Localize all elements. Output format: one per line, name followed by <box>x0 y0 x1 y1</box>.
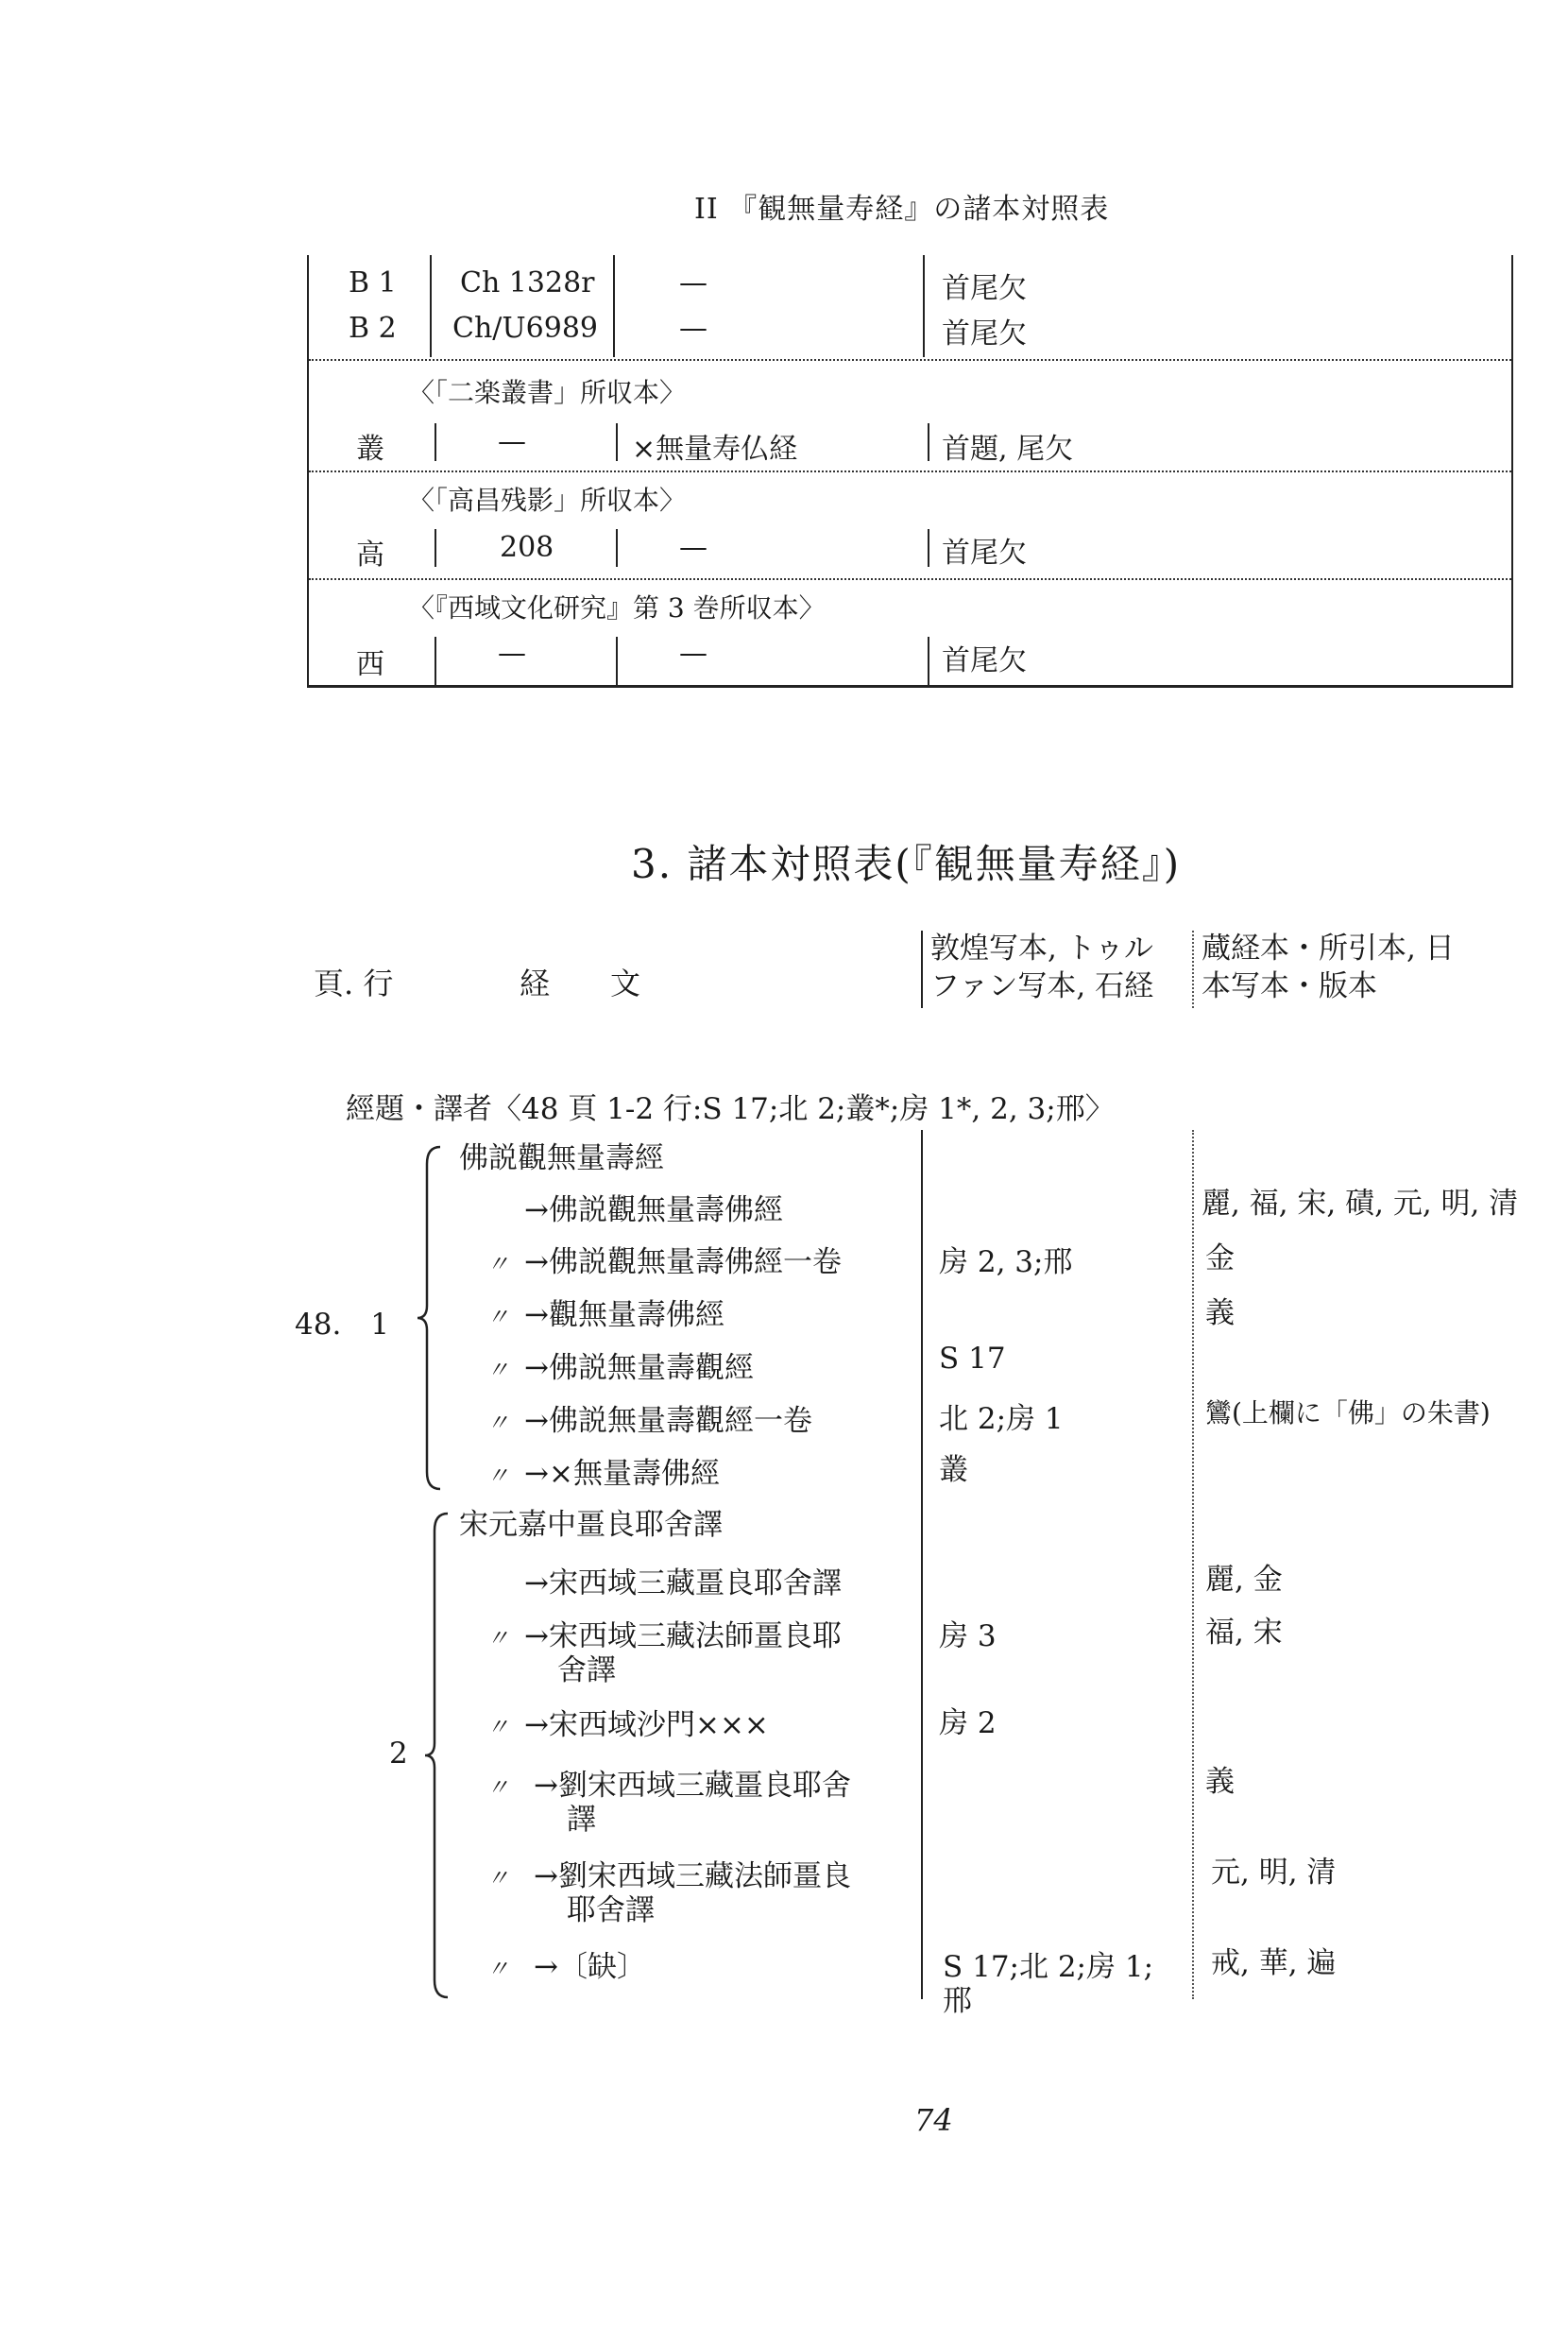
canon-sources: 義 <box>1205 1765 1235 1799</box>
variant-text: →劉宋西域三藏畺良耶舍 <box>534 1769 851 1803</box>
group-label: 2 <box>389 1737 408 1771</box>
variant-text: →×無量壽佛經 <box>524 1457 720 1491</box>
group-caption: 〈「高昌残影」所収本〉 <box>408 485 687 516</box>
col-divider <box>435 637 436 685</box>
row-ref: Ch 1328r <box>460 266 595 299</box>
header-divider <box>921 931 923 1008</box>
variant-text: →佛説觀無量壽佛經 <box>524 1193 783 1227</box>
col-divider <box>928 529 929 567</box>
dunhuang-sources: S 17;北 2;房 1; <box>943 1950 1154 1984</box>
ditto-mark: 〃 <box>486 1956 509 1982</box>
col-divider <box>616 529 618 567</box>
dunhuang-sources-continued: 邢 <box>943 1984 972 2018</box>
row-id: 叢 <box>356 433 384 466</box>
variant-text: →觀無量壽佛經 <box>524 1298 724 1332</box>
group-caption: 〈『西域文化研究』第 3 巻所収本〉 <box>408 592 826 624</box>
col-header-dunhuang <box>930 930 1153 1005</box>
col-header-canon-line: 蔵経本・所引本, 日 <box>1202 932 1455 966</box>
canon-sources: 鸞(上欄に「佛」の朱書) <box>1205 1397 1491 1429</box>
ditto-mark: 〃 <box>486 1357 509 1383</box>
group-caption: 〈「二楽叢書」所収本〉 <box>408 377 687 408</box>
dotted-divider <box>309 471 1511 472</box>
variant-text: →〔缺〕 <box>534 1950 646 1984</box>
variant-text: →宋西域三藏畺良耶舍譯 <box>524 1566 842 1600</box>
row-id: B 2 <box>349 312 397 345</box>
col-divider <box>613 255 615 357</box>
dunhuang-sources: 房 2 <box>939 1706 997 1740</box>
col-divider <box>616 637 618 685</box>
canon-sources: 金 <box>1205 1241 1235 1275</box>
row-title: — <box>679 266 707 299</box>
row-title: — <box>679 637 707 670</box>
row-note: 首題, 尾欠 <box>942 433 1074 466</box>
ditto-mark: 〃 <box>486 1774 509 1801</box>
column-divider-solid <box>921 1130 923 1999</box>
col-header-canon-line: 本写本・版本 <box>1202 969 1377 1003</box>
row-ref: 208 <box>500 531 554 564</box>
variant-text: →佛説無量壽觀經一卷 <box>524 1404 812 1438</box>
base-text: 宋元嘉中畺良耶舍譯 <box>459 1508 723 1542</box>
row-id: 西 <box>356 648 384 681</box>
col-header-dunhuang-line: 敦煌写本, トゥル <box>930 932 1153 966</box>
canon-sources: 麗, 金 <box>1205 1563 1283 1597</box>
variant-text: →佛説無量壽觀經 <box>524 1351 754 1385</box>
ditto-mark: 〃 <box>486 1304 509 1330</box>
column-divider-dotted <box>1192 1130 1194 1999</box>
running-header: II 『観無量寿経』の諸本対照表 <box>694 193 1110 226</box>
col-divider <box>923 255 925 357</box>
canon-sources: 元, 明, 清 <box>1211 1856 1337 1890</box>
ditto-mark: 〃 <box>486 1251 509 1277</box>
variant-text-continued: 舍譯 <box>557 1653 616 1687</box>
source-table <box>307 255 1513 688</box>
row-title: ×無量寿仏経 <box>632 433 798 466</box>
row-id: B 1 <box>349 266 397 299</box>
group-label: 48. 1 <box>295 1308 390 1342</box>
row-id: 高 <box>356 539 384 572</box>
ditto-mark: 〃 <box>486 1865 509 1891</box>
col-divider <box>435 529 436 567</box>
variant-text-continued: 譯 <box>567 1803 596 1837</box>
dotted-divider <box>309 359 1511 361</box>
ditto-mark: 〃 <box>486 1463 509 1489</box>
canon-sources: 義 <box>1205 1296 1235 1330</box>
variant-text: →佛説觀無量壽佛經一卷 <box>524 1245 842 1279</box>
row-ref: — <box>498 637 526 670</box>
dunhuang-sources: 叢 <box>939 1453 968 1487</box>
col-header-canon <box>1202 930 1455 1005</box>
row-ref: Ch/U6989 <box>452 312 599 345</box>
row-note: 首尾欠 <box>942 272 1027 305</box>
page-number: 74 <box>914 2102 953 2138</box>
row-title: — <box>679 312 707 345</box>
brace-group-1 <box>416 1145 444 1491</box>
ditto-mark: 〃 <box>486 1625 509 1651</box>
brace-group-2 <box>423 1512 452 1999</box>
dotted-divider <box>309 578 1511 580</box>
ditto-mark: 〃 <box>486 1410 509 1436</box>
variant-text: →宋西域三藏法師畺良耶 <box>524 1619 842 1653</box>
col-divider <box>928 423 929 461</box>
col-divider <box>616 423 618 461</box>
variant-text-continued: 耶舍譯 <box>567 1893 655 1927</box>
variant-text: →宋西域沙門××× <box>524 1708 769 1742</box>
dunhuang-sources: S 17 <box>939 1342 1006 1376</box>
row-note: 首尾欠 <box>942 644 1027 677</box>
col-header-dunhuang-line: ファン写本, 石経 <box>930 969 1154 1003</box>
col-divider <box>928 637 929 685</box>
col-header-text: 経 文 <box>520 966 641 1001</box>
canon-sources: 戒, 華, 遍 <box>1211 1946 1337 1980</box>
entry-heading: 經題・譯者〈48 頁 1-2 行:S 17;北 2;叢*;房 1*, 2, 3;邢〉 <box>346 1092 1115 1126</box>
dunhuang-sources: 房 2, 3;邢 <box>939 1245 1073 1279</box>
canon-sources: 福, 宋 <box>1205 1616 1283 1650</box>
row-title: — <box>679 531 707 564</box>
dunhuang-sources: 北 2;房 1 <box>939 1402 1064 1436</box>
ditto-mark: 〃 <box>486 1714 509 1740</box>
row-note: 首尾欠 <box>942 317 1027 351</box>
col-divider <box>430 255 432 357</box>
dunhuang-sources: 房 3 <box>939 1619 997 1653</box>
variant-text: →劉宋西域三藏法師畺良 <box>534 1859 851 1893</box>
col-header-page-line: 頁. 行 <box>314 966 394 1001</box>
row-note: 首尾欠 <box>942 537 1027 570</box>
canon-sources: 麗, 福, 宋, 磧, 元, 明, 清 <box>1202 1187 1519 1221</box>
base-text: 佛説觀無量壽經 <box>459 1141 664 1175</box>
col-divider <box>435 423 436 461</box>
row-ref: — <box>498 425 526 458</box>
section-title: 3. 諸本対照表(『観無量寿経』) <box>631 841 1182 887</box>
header-divider <box>1192 931 1194 1008</box>
